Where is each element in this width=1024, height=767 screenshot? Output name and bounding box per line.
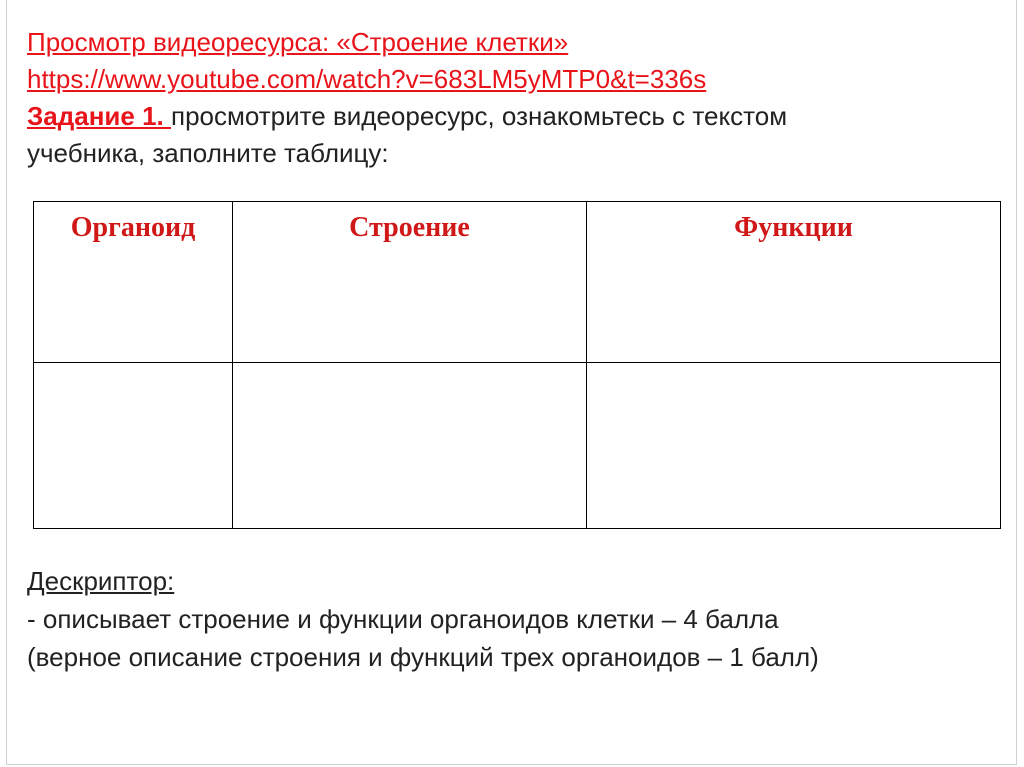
header-organoid: Органоид — [34, 202, 233, 363]
table-row — [34, 363, 1001, 529]
descriptor-line-2: (верное описание строения и функций трех органоидов – 1 балл) — [27, 642, 819, 672]
task-label: Задание 1. — [27, 101, 171, 131]
descriptor-line-1: - описывает строение и функции органоидов клетки – 4 балла — [27, 604, 779, 634]
header-functions: Функции — [587, 202, 1001, 363]
cell-structure[interactable] — [233, 363, 587, 529]
task-line-2: учебника, заполните таблицу: — [27, 138, 389, 168]
video-url-link[interactable]: https://www.youtube.com/watch?v=683LM5yMTP0&t=336s — [27, 64, 707, 94]
descriptor-block — [27, 562, 1007, 676]
video-title-link[interactable]: Просмотр видеоресурса: «Строение клетки» — [27, 27, 569, 57]
task-header — [27, 24, 1007, 172]
task-text: просмотрите видеоресурс, ознакомьтесь с текстом — [171, 101, 788, 131]
task-line-1 — [27, 98, 1007, 135]
organoid-table — [33, 201, 1001, 529]
cell-functions[interactable] — [587, 363, 1001, 529]
header-structure: Строение — [233, 202, 587, 363]
descriptor-title: Дескриптор: — [27, 566, 175, 596]
cell-organoid[interactable] — [34, 363, 233, 529]
table-header-row — [34, 202, 1001, 363]
